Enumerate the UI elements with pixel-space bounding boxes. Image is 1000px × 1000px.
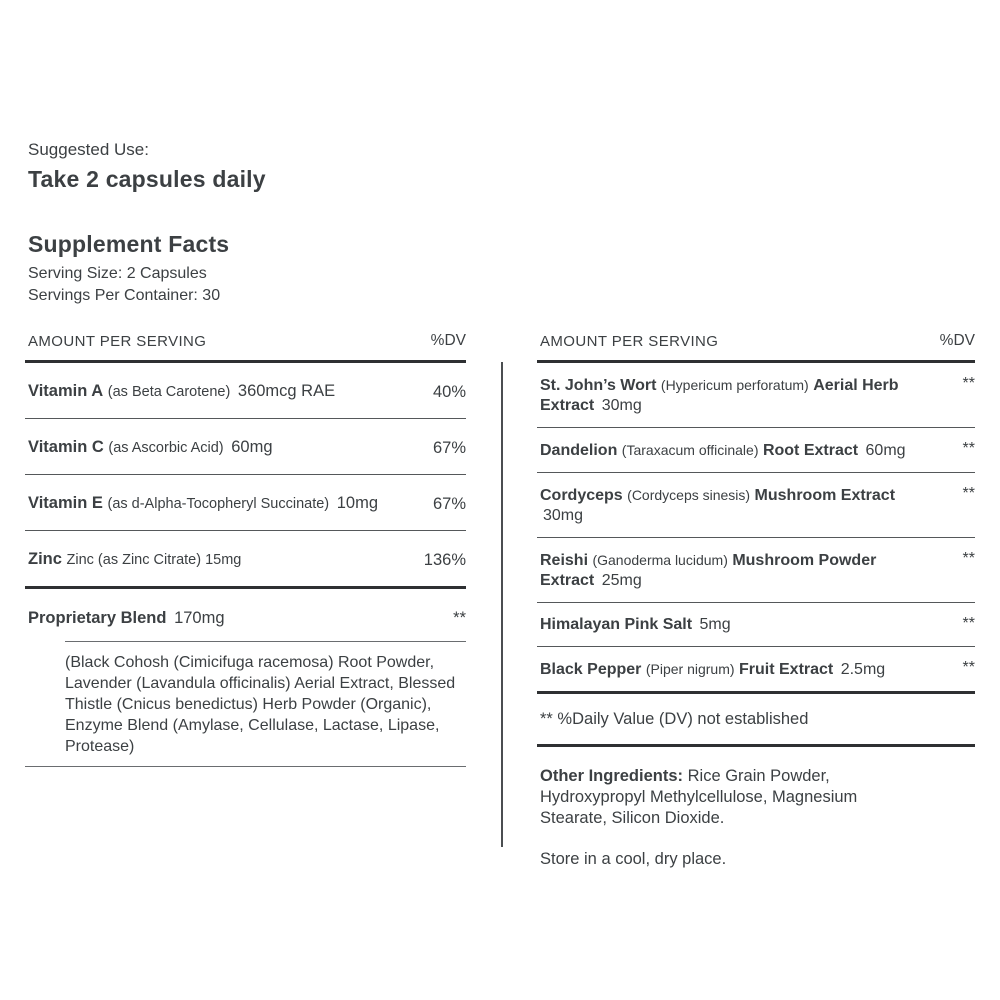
storage-note: Store in a cool, dry place. [540,850,727,868]
nutrient-text [28,438,402,458]
dv-column-label: %DV [430,332,466,349]
nutrient-name: Vitamin E [28,494,103,512]
ingredient-row-st-johns-wort [537,363,975,428]
nutrient-amount: 60mg [231,438,273,456]
other-ingredients [537,747,897,829]
servings-per-container: Servings Per Container: 30 [28,287,221,304]
amount-per-serving-label: AMOUNT PER SERVING [540,333,719,350]
nutrient-dv: 67% [432,494,466,513]
ingredient-form: Mushroom Extract [754,487,896,504]
nutrient-amount: 10mg [336,494,378,512]
ingredient-name: Dandelion [540,442,618,459]
nutrient-row-vitamin-e [25,475,466,531]
ingredient-text [540,485,933,526]
blend-amount: 170mg [174,609,225,627]
ingredient-form: Mushroom Powder Extract [540,552,877,589]
other-ingredients-label: Other Ingredients: [540,767,684,785]
nutrient-name: Vitamin C [28,438,104,456]
nutrient-detail: (as Beta Carotene) [107,384,231,400]
suggested-use-value: Take 2 capsules daily [28,166,266,192]
ingredient-row-himalayan-pink-salt [537,603,975,647]
ingredient-form: Root Extract [762,442,859,459]
ingredient-text [540,659,933,680]
ingredient-amount: 30mg [543,507,584,524]
ingredient-dv: ** [962,659,975,676]
ingredient-form: Aerial Herb Extract [540,377,899,414]
nutrient-row-vitamin-a [25,363,466,419]
ingredient-latin: (Piper nigrum) [645,661,735,677]
serving-size: Serving Size: 2 Capsules [28,265,207,282]
blend-text [28,609,402,628]
supplement-facts-title: Supplement Facts [28,231,230,257]
nutrient-detail: Zinc (as Zinc Citrate) 15mg [66,552,242,568]
ingredient-name: Himalayan Pink Salt [540,616,693,633]
dv-footnote: ** %Daily Value (DV) not established [537,694,975,747]
blend-dv: ** [453,609,466,627]
nutrient-dv: 40% [432,382,466,401]
label-top-block [28,139,528,306]
ingredient-row-reishi [537,538,975,603]
blend-name: Proprietary Blend [28,609,167,627]
ingredient-row-black-pepper [537,647,975,694]
ingredient-text [540,375,933,416]
ingredient-dv: ** [962,440,975,457]
nutrient-dv: 136% [423,550,466,569]
ingredient-amount: 25mg [601,572,642,589]
blend-divider-rule [65,641,466,642]
nutrient-detail: (as Ascorbic Acid) [108,440,224,456]
ingredient-name: St. John’s Wort [540,377,657,394]
left-panel-header [25,326,466,363]
ingredient-name: Black Pepper [540,661,642,678]
right-panel-header [537,326,975,363]
nutrient-amount: 360mcg RAE [237,382,336,400]
ingredient-amount: 60mg [865,442,906,459]
nutrient-text [28,550,402,570]
nutrient-name: Zinc [28,550,62,568]
ingredient-amount: 2.5mg [840,661,886,678]
nutrient-name: Vitamin A [28,382,104,400]
ingredient-dv: ** [962,615,975,632]
ingredient-row-cordyceps [537,473,975,538]
ingredient-text [540,440,933,461]
nutrient-text [28,382,402,402]
ingredient-amount: 5mg [699,616,731,633]
nutrient-text [28,494,402,514]
suggested-use-label: Suggested Use: [28,140,149,159]
ingredient-latin: (Taraxacum officinale) [621,442,759,458]
ingredient-dv: ** [962,550,975,567]
nutrient-detail: (as d-Alpha-Tocopheryl Succinate) [107,496,330,512]
blend-components: (Black Cohosh (Cimicifuga racemosa) Root Powder, Lavender (Lavandula officinalis) Aerial Extract, Blessed Thistle (Cnicus benedictus) Herb Powder (Organic), Enzyme Blend (Amylase, Cellulase, Lactase, Lipase, Protease) [65,654,456,755]
ingredient-text [540,615,933,635]
dv-column-label: %DV [939,332,975,349]
left-panel-bottom-rule [25,766,466,767]
ingredient-latin: (Ganoderma lucidum) [592,552,728,568]
other-ingredients-value: Rice Grain Powder, Hydroxypropyl Methylcellulose, Magnesium Stearate, Silicon Dioxide. [540,767,858,827]
ingredient-name: Cordyceps [540,487,623,504]
column-divider [501,362,503,847]
nutrient-row-vitamin-c [25,419,466,475]
ingredient-row-dandelion [537,428,975,473]
ingredient-latin: (Hypericum perforatum) [660,377,809,393]
ingredient-amount: 30mg [601,397,642,414]
ingredient-text [540,550,933,591]
right-facts-panel [537,326,975,869]
left-facts-panel [25,326,466,767]
ingredient-dv: ** [962,375,975,392]
nutrient-row-zinc [25,531,466,589]
ingredient-latin: (Cordyceps sinesis) [627,487,751,503]
proprietary-blend-row [25,589,466,641]
ingredient-form: Fruit Extract [739,661,834,678]
ingredient-name: Reishi [540,552,589,569]
ingredient-dv: ** [962,485,975,502]
nutrient-dv: 67% [432,438,466,457]
amount-per-serving-label: AMOUNT PER SERVING [28,333,207,350]
